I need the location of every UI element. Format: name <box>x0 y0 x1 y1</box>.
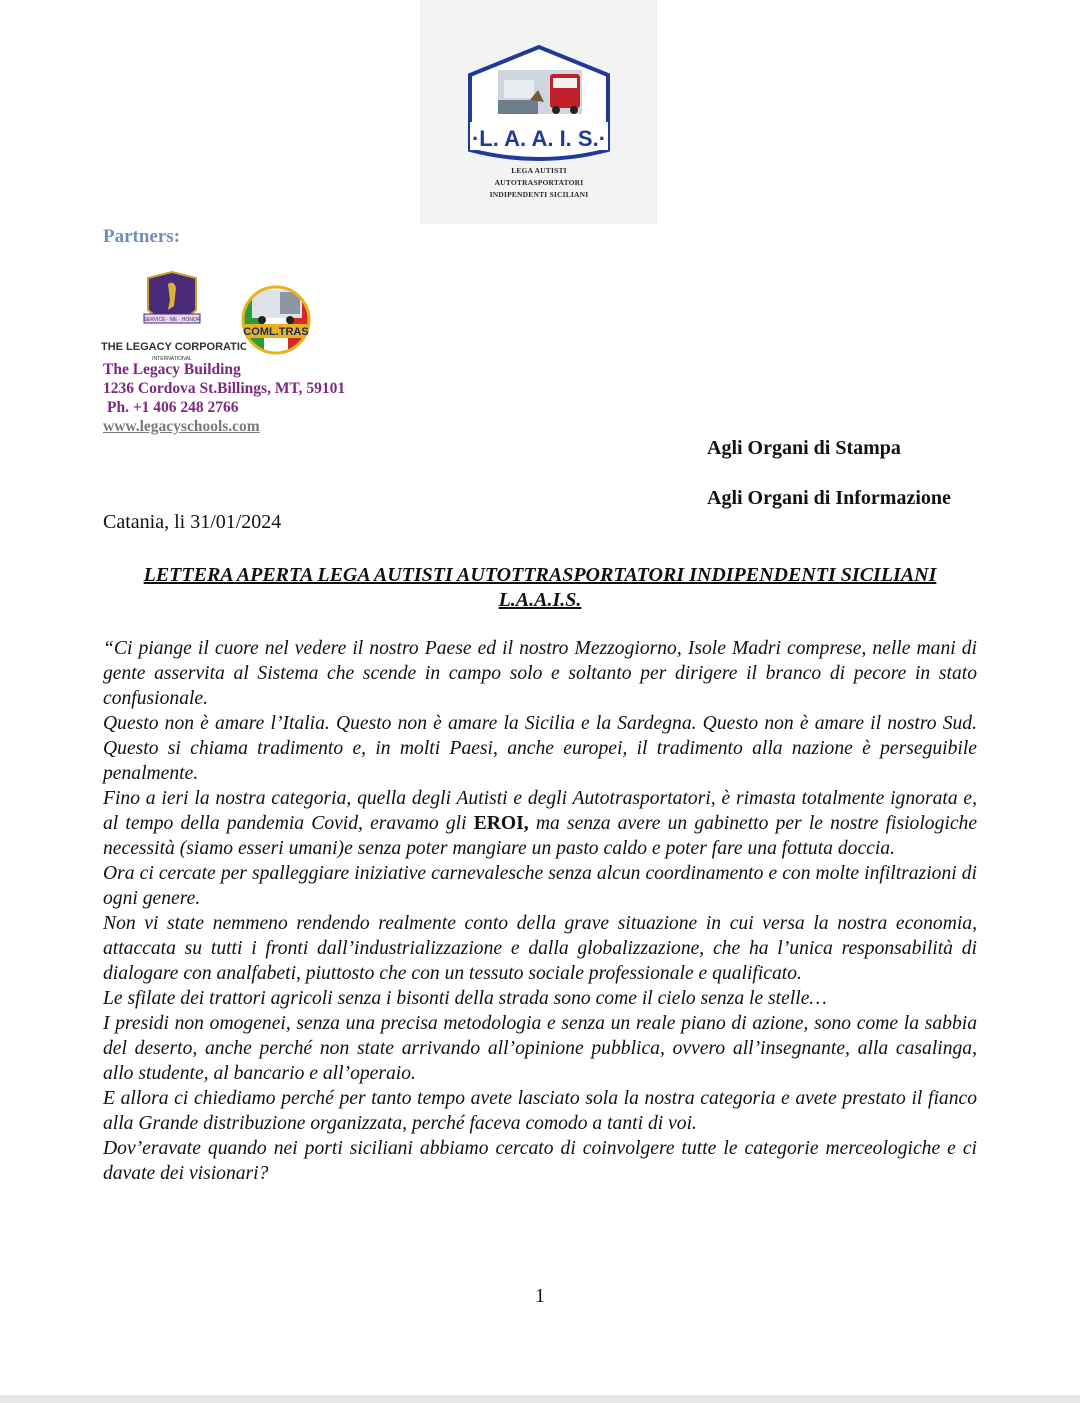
comltras-emblem-icon <box>240 280 312 360</box>
logo-text: ·L. A. A. I. S.· <box>471 126 607 151</box>
bottom-divider <box>0 1395 1080 1403</box>
address-phone: Ph. +1 406 248 2766 <box>107 399 239 416</box>
recipient-information: Agli Organi di Informazione <box>707 487 951 509</box>
place-date: Catania, li 31/01/2024 <box>103 511 282 533</box>
paragraph-7: I presidi non omogenei, senza una precisa metodologia e senza un reale piano di azione, sono come la sabbia del deserto, anche perché non state arrivando all’opinione pubblica, ovvero all’insegnante, alla casalinga, allo studente, al bancario e all’operaio. <box>103 1013 977 1084</box>
legacy-shield-icon <box>96 270 246 362</box>
comltras-logo-text: COML.TRAS <box>243 326 309 338</box>
partners-label: Partners: <box>103 226 181 247</box>
legacy-logo-subtext: INTERNATIONAL <box>152 356 192 362</box>
paragraph-3-part-1: Fino a ieri la nostra categoria, quella degli Autisti e degli Autotrasportatori, è rimasta totalmente ignorata e, al tempo della pandemia Covid, eravamo gli <box>103 788 977 834</box>
legacy-banner-text: SERVICE · ME · HONOR <box>143 317 201 323</box>
letter-title <box>103 563 977 613</box>
logo-subtitle-line-3: INDIPENDENTI SICILIANI <box>489 190 589 199</box>
letter-title-line-2: L.A.A.I.S. <box>498 589 582 611</box>
letter-body <box>103 636 977 1186</box>
address-name: The Legacy Building <box>103 361 241 378</box>
paragraph-3 <box>103 786 977 861</box>
recipient-press: Agli Organi di Stampa <box>707 437 901 459</box>
paragraph-5: Non vi state nemmeno rendendo realmente conto della grave situazione in cui versa la nostra economia, attaccata su tutti i fronti dall’industrializzazione e dalla globalizzazione, che ha l’unica responsabilità di dialogare con analfabeti, piuttosto che con un tessuto sociale professionale e qualificato. <box>103 913 977 984</box>
letter-title-line-1: LETTERA APERTA LEGA AUTISTI AUTOTTRASPORTATORI INDIPENDENTI SICILIANI <box>143 564 937 586</box>
logo-subtitle-line-1: LEGA AUTISTI <box>511 166 567 175</box>
paragraph-4: Ora ci cercate per spalleggiare iniziative carnevalesche senza alcun coordinamento e con molte infiltrazioni di ogni genere. <box>103 863 977 909</box>
paragraph-6: Le sfilate dei trattori agricoli senza i bisonti della strada sono come il cielo senza le stelle… <box>103 988 827 1009</box>
comltras-logo <box>240 280 312 360</box>
paragraph-9: Dov’eravate quando nei porti siciliani abbiamo cercato di coinvolgere tutte le categorie merceologiche e ci davate dei visionari? <box>103 1138 977 1184</box>
logo-subtitle-line-2: AUTOTRASPORTATORI <box>494 178 584 187</box>
paragraph-8: E allora ci chiediamo perché per tanto tempo avete lasciato sola la nostra categoria e avete prestato il fianco alla Grande distribuzione organizzata, perché faceva comodo a tanti di voi. <box>103 1088 977 1134</box>
paragraph-1: “Ci piange il cuore nel vedere il nostro Paese ed il nostro Mezzogiorno, Isole Madri comprese, nelle mani di gente asservita al Sistema che scende in campo solo e soltanto per dirigere il branco di pecore in stato confusionale. <box>103 638 977 709</box>
paragraph-3-part-2: ma senza avere un gabinetto per le nostre fisiologiche necessità (siamo esseri umani)e senza poter mangiare un pasto caldo e poter fare una fottuta doccia. <box>103 813 978 859</box>
paragraph-2: Questo non è amare l’Italia. Questo non è amare la Sicilia e la Sardegna. Questo non è amare il nostro Sud. Questo si chiama tradimento e, in molti Paesi, anche europei, il tradimento alla nazione è perseguibile penalmente. <box>103 713 977 784</box>
page-number: 1 <box>535 1285 545 1307</box>
address-street: 1236 Cordova St.Billings, MT, 59101 <box>103 380 346 397</box>
laais-logo <box>420 0 658 224</box>
legacy-logo-text: THE LEGACY CORPORATION <box>101 341 246 353</box>
website-link[interactable]: www.legacyschools.com <box>103 418 260 435</box>
eroi-emphasis: EROI, <box>473 813 529 834</box>
legacy-corporation-logo <box>96 270 246 362</box>
